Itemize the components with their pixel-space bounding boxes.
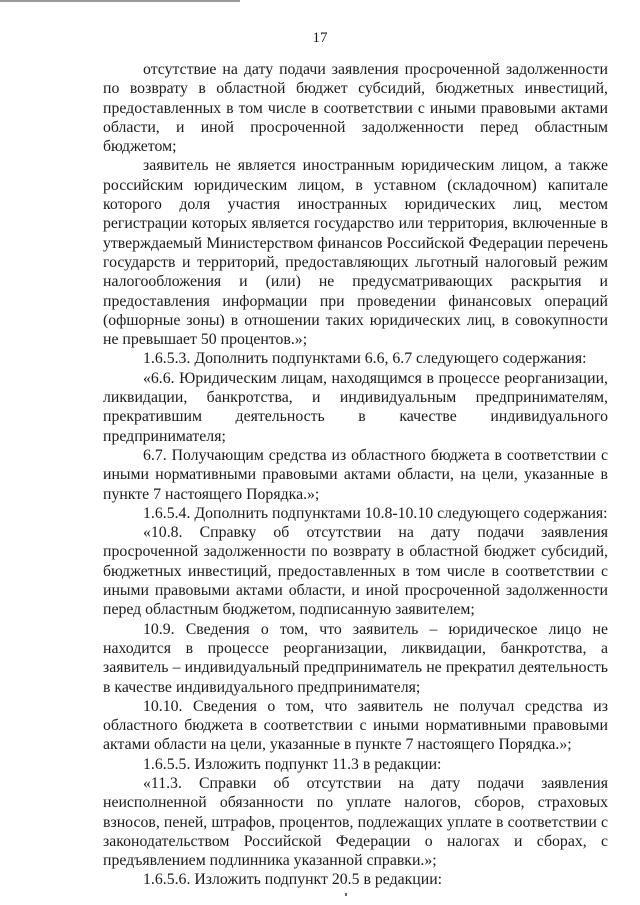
scan-speck [345,893,347,896]
paragraph-10-9: 10.9. Сведения о том, что заявитель – юридическое лицо не находится в процессе реорганизации, ликвидации, банкротства, а заявитель – индивидуальный предприниматель не прекратил деятельность в качестве индивидуального предпринимателя; [103,620,608,696]
paragraph-debt-absence: отсутствие на дату подачи заявления просроченной задолженности по возврату в областной бюджет субсидий, бюджетных инвестиций, предоставленных в том числе в соответствии с иными правовыми актами области, и иной просроченной задолженности перед областным бюджетом; [103,61,608,156]
scan-edge-line [0,0,240,2]
paragraph-1-6-5-4: 1.6.5.4. Дополнить подпунктами 10.8-10.10 следующего содержания: [143,504,608,522]
paragraph-6-7: 6.7. Получающим средства из областного бюджета в соответствии с иными нормативными правовыми актами области, на цели, указанные в пункте 7 настоящего Порядка.»; [103,446,608,503]
paragraph-1-6-5-5: 1.6.5.5. Изложить подпункт 11.3 в редакции: [143,755,442,773]
paragraph-1-6-5-6: 1.6.5.6. Изложить подпункт 20.5 в редакции: [143,871,443,889]
paragraph-10-10: 10.10. Сведения о том, что заявитель не получал средства из областного бюджета в соответствии с иными нормативными правовыми актами области на цели, указанные в пункте 7 настоящего Порядка.»; [103,697,608,754]
paragraph-foreign-entity: заявитель не является иностранным юридическим лицом, а также российским юридическим лицом, в уставном (складочном) капитале которого доля участия иностранных юридических лиц, местом регистрации которых является государство или территория, включенные в утверждаемый Министерством финансов Российской Федерации перечень государств и территорий, предоставляющих льготный налоговый режим налогообложения и (или) не предусматривающих раскрытия и предоставления информации при проведении финансовых операций (офшорные зоны) в отношении таких юридических лиц, в совокупности не превышает 50 процентов.»; [103,157,608,349]
paragraph-11-3: «11.3. Справки об отсутствии на дату подачи заявления неисполненной обязанности по уплате налогов, сборов, страховых взносов, пеней, штрафов, процентов, подлежащих уплате в соответствии с законодательством Российской Федерации о налогах и сборах, с предъявлением подлинника указанной справки.»; [103,774,608,870]
paragraph-10-8: «10.8. Справку об отсутствии на дату подачи заявления просроченной задолженности по возврату в областной бюджет субсидий, бюджетных инвестиций, предоставленных в том числе в соответствии с иными правовыми актами области, и иной просроченной задолженности перед областным бюджетом, подписанную заявителем; [103,524,608,619]
paragraph-6-6: «6.6. Юридическим лицам, находящимся в процессе реорганизации, ликвидации, банкротства, и индивидуальным предпринимателям, прекратившим деятельность в качестве индивидуального предпринимателя; [103,369,608,445]
document-body [103,60,608,890]
paragraph-1-6-5-3: 1.6.5.3. Дополнить подпунктами 6.6, 6.7 следующего содержания: [143,350,587,368]
page-number: 17 [312,30,328,46]
